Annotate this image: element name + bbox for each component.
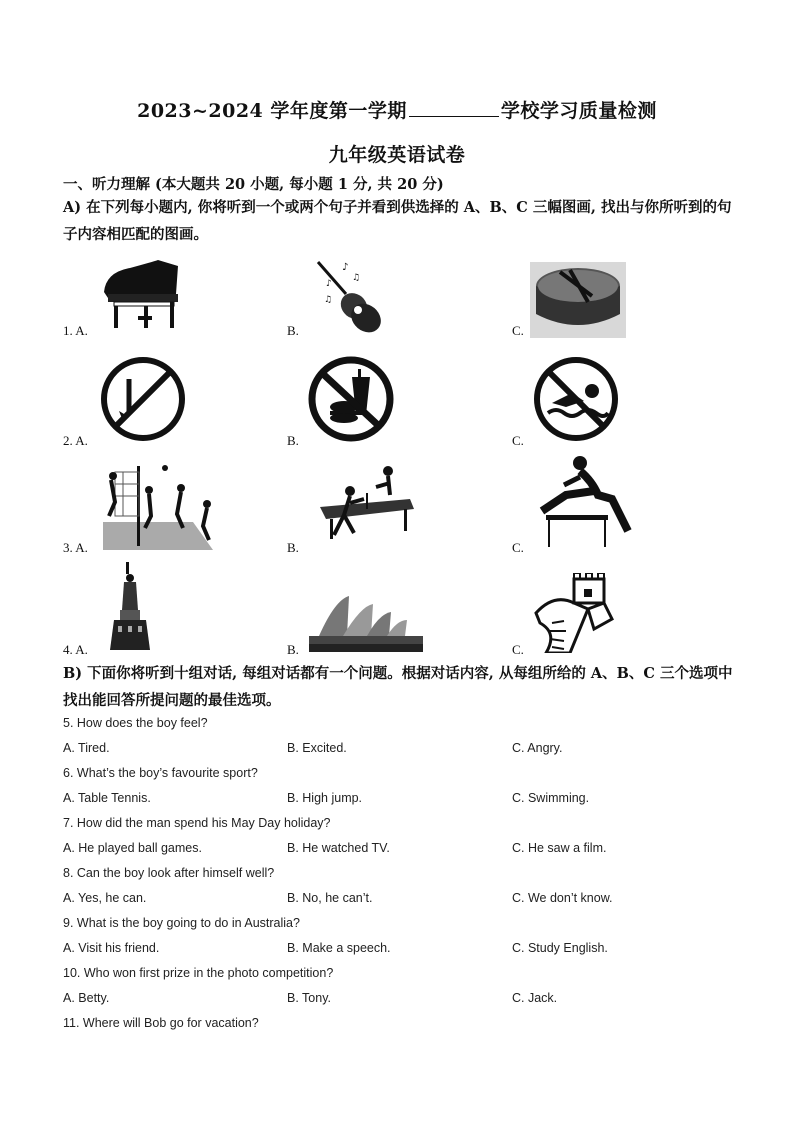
school-name-blank (409, 98, 499, 117)
question-6: 6. What’s the boy’s favourite sport? (63, 766, 258, 780)
row2-label-a: 2. A. (63, 433, 88, 448)
q8-option-c: C. We don’t know. (512, 891, 613, 905)
exam-title (0, 96, 794, 123)
q5-option-b: B. Excited. (287, 741, 347, 755)
row1-label-a: 1. A. (63, 323, 88, 338)
row4-label-c: C. (512, 642, 524, 657)
svg-text:♫: ♫ (352, 273, 361, 283)
q10-option-b: B. Tony. (287, 991, 332, 1005)
q10-option-c: C. Jack. (512, 991, 558, 1005)
table-tennis-picture (310, 463, 414, 547)
row3-label-b: B. (287, 540, 299, 555)
q9-option-a: A. Visit his friend. (63, 941, 160, 955)
title-suffix: 学校学习质量检测 (500, 100, 657, 122)
question-7: 7. How did the man spend his May Day holiday? (63, 816, 331, 830)
great-wall-picture (534, 573, 614, 653)
drum-picture (530, 262, 626, 338)
question-8: 8. Can the boy look after himself well? (63, 866, 275, 880)
statue-of-liberty-picture (108, 562, 152, 652)
question-5: 5. How does the boy feel? (63, 716, 208, 730)
part1-heading: 一、听力理解 (本大题共 20 小题, 每小题 1 分, 共 20 分) (63, 176, 444, 193)
row1-label-c: C. (512, 323, 524, 338)
q7-option-b: B. He watched TV. (287, 841, 390, 855)
q10-option-a: A. Betty. (63, 991, 110, 1005)
q8-option-a: A. Yes, he can. (63, 891, 147, 905)
q8-option-b: B. No, he can’t. (287, 891, 373, 905)
piano-picture (100, 258, 182, 330)
sydney-opera-house-picture (309, 596, 423, 652)
row2-label-b: B. (287, 433, 299, 448)
q6-option-c: C. Swimming. (512, 791, 590, 805)
no-food-drink-sign-picture (308, 355, 394, 443)
no-swimming-sign-picture (532, 355, 620, 443)
title-prefix: 2023~2024 学年度第一学期 (137, 100, 407, 122)
hurdling-picture (536, 455, 636, 551)
svg-text:♫: ♫ (324, 295, 333, 305)
exam-subtitle: 九年级英语试卷 (328, 144, 466, 166)
row3-label-a: 3. A. (63, 540, 88, 555)
q7-option-c: C. He saw a film. (512, 841, 607, 855)
no-fishing-sign-picture (99, 355, 187, 443)
row2-label-c: C. (512, 433, 524, 448)
question-9: 9. What is the boy going to do in Australia? (63, 916, 300, 930)
question-11: 11. Where will Bob go for vacation? (63, 1016, 259, 1030)
q6-option-b: B. High jump. (287, 791, 363, 805)
svg-text:♪: ♪ (342, 262, 349, 273)
question-10: 10. Who won first prize in the photo competition? (63, 966, 334, 980)
row3-label-c: C. (512, 540, 524, 555)
q7-option-a: A. He played ball games. (63, 841, 202, 855)
svg-text:♪: ♪ (326, 279, 332, 289)
sectionA-instructions: A) 在下列每小题内, 你将听到一个或两个句子并看到供选择的 A、B、C 三幅图画, 找出与你所听到的句子内容相匹配的图画。 (63, 199, 732, 243)
q5-option-a: A. Tired. (63, 741, 110, 755)
q9-option-b: B. Make a speech. (287, 941, 391, 955)
q9-option-c: C. Study English. (512, 941, 608, 955)
q5-option-c: C. Angry. (512, 741, 563, 755)
row1-label-b: B. (287, 323, 299, 338)
row4-label-b: B. (287, 642, 299, 657)
row4-label-a: 4. A. (63, 642, 88, 657)
sectionB-instructions: B) 下面你将听到十组对话, 每组对话都有一个问题。根据对话内容, 从每组所给的 A、B、C 三个选项中找出能回答所提问题的最佳选项。 (63, 665, 733, 709)
q6-option-a: A. Table Tennis. (63, 791, 151, 805)
volleyball-picture (103, 462, 219, 550)
guitar-picture (312, 256, 384, 334)
